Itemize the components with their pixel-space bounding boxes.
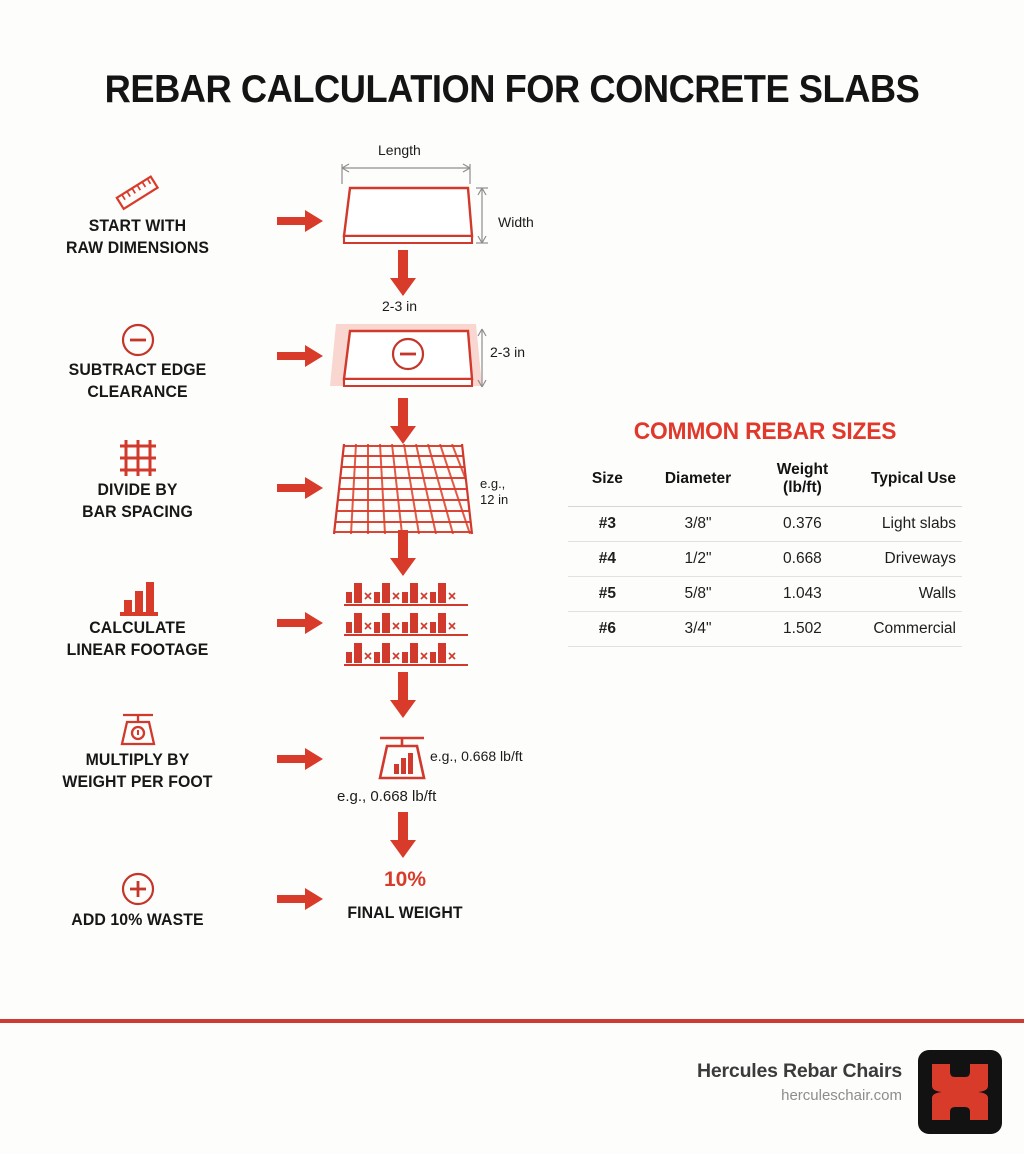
minus-circle-icon — [0, 312, 275, 360]
cell-size: #3 — [568, 507, 647, 542]
bar-chart-icon — [0, 570, 275, 618]
cell-typical-use: Driveways — [856, 542, 962, 577]
cell-diameter: 5/8" — [647, 577, 749, 612]
table-header-row — [568, 458, 962, 507]
step-2-label: SUBTRACT EDGE CLEARANCE — [68, 361, 207, 401]
arrow-right-step-2 — [277, 345, 323, 367]
arrow-right-step-4 — [277, 612, 323, 634]
step-6-label: ADD 10% WASTE — [71, 911, 204, 929]
cell-weight: 0.376 — [749, 507, 855, 542]
table-header-size: Size — [568, 458, 647, 507]
brand-url: herculeschair.com — [781, 1087, 902, 1104]
weight-below-annotation: e.g., 0.668 lb/ft — [337, 788, 437, 805]
cell-size: #4 — [568, 542, 647, 577]
slab-trapezoid-graphic — [330, 140, 534, 265]
step-3-label-col — [0, 432, 275, 524]
rebar-sizes-block — [568, 418, 962, 647]
bar-rows-graphic — [340, 575, 480, 675]
brand-block — [697, 1060, 902, 1104]
step-6-label-col — [0, 862, 275, 932]
step-2-label-col — [0, 312, 275, 404]
step-5-label: MULTIPLY BY WEIGHT PER FOOT — [62, 751, 213, 791]
width-annotation: Width — [498, 214, 534, 230]
table-header-weight: Weight (lb/ft) — [749, 458, 855, 507]
arrow-down-5-6 — [390, 812, 416, 858]
final-weight-graphic — [330, 868, 480, 925]
rebar-sizes-table — [568, 458, 962, 647]
table-row — [568, 612, 962, 647]
spacing-annotation: e.g., 12 in — [480, 476, 509, 508]
clearance-top-annotation: 2-3 in — [382, 298, 418, 314]
cell-typical-use: Light slabs — [856, 507, 962, 542]
table-header-typical-use: Typical Use — [856, 458, 962, 507]
plus-circle-icon — [0, 862, 275, 910]
arrow-down-3-4 — [390, 530, 416, 576]
step-5-label-col — [0, 702, 275, 794]
cell-diameter: 1/2" — [647, 542, 749, 577]
page-title: REBAR CALCULATION FOR CONCRETE SLABS — [104, 68, 920, 111]
brand-name: Hercules Rebar Chairs — [697, 1060, 902, 1082]
grid-icon — [0, 432, 275, 480]
step-1-label-col — [0, 168, 275, 260]
table-row — [568, 542, 962, 577]
cell-size: #5 — [568, 577, 647, 612]
arrow-down-4-5 — [390, 672, 416, 718]
table-header-diameter: Diameter — [647, 458, 749, 507]
arrow-right-step-3 — [277, 477, 323, 499]
arrow-right-step-5 — [277, 748, 323, 770]
arrow-right-step-6 — [277, 888, 323, 910]
cell-typical-use: Walls — [856, 577, 962, 612]
final-weight-value: 10% — [383, 868, 427, 891]
step-4-label: CALCULATE LINEAR FOOTAGE — [66, 619, 209, 659]
arrow-down-1-2 — [390, 250, 416, 296]
cell-diameter: 3/4" — [647, 612, 749, 647]
ruler-icon — [0, 168, 275, 216]
step-1-label: START WITH RAW DIMENSIONS — [65, 217, 210, 257]
cell-weight: 1.502 — [749, 612, 855, 647]
length-annotation: Length — [378, 142, 421, 158]
footer — [0, 1050, 1024, 1140]
rebar-mesh-graphic — [330, 438, 530, 553]
table-row — [568, 577, 962, 612]
footer-divider — [0, 1019, 1024, 1023]
table-row — [568, 507, 962, 542]
scale-with-bars-graphic — [372, 730, 523, 787]
cell-weight: 0.668 — [749, 542, 855, 577]
cell-weight: 1.043 — [749, 577, 855, 612]
cell-diameter: 3/8" — [647, 507, 749, 542]
cell-size: #6 — [568, 612, 647, 647]
slab-with-halo-graphic — [330, 298, 530, 413]
clearance-right-annotation: 2-3 in — [490, 344, 526, 360]
arrow-right-step-1 — [277, 210, 323, 232]
cell-typical-use: Commercial — [856, 612, 962, 647]
weight-beside-annotation: e.g., 0.668 lb/ft — [430, 748, 523, 764]
table-title: COMMON REBAR SIZES — [633, 418, 897, 445]
hercules-h-logo-icon — [918, 1050, 1002, 1134]
step-3-label: DIVIDE BY BAR SPACING — [82, 481, 193, 521]
step-4-label-col — [0, 570, 275, 662]
scale-icon — [0, 702, 275, 750]
final-weight-caption: FINAL WEIGHT — [347, 904, 463, 922]
